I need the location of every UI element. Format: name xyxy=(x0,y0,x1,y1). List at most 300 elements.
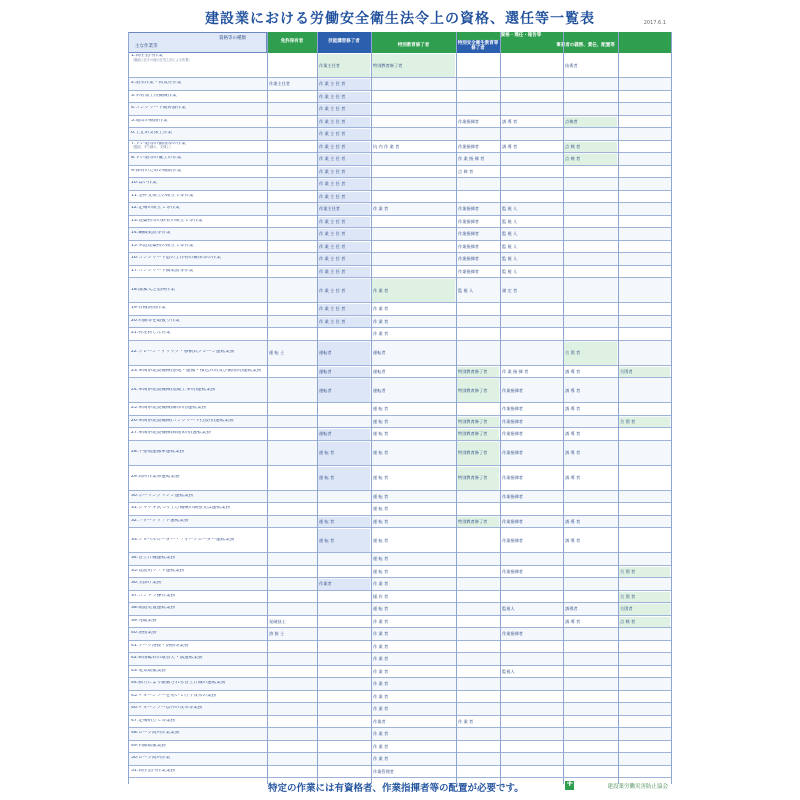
table-cell: 作 業 者 xyxy=(373,306,389,312)
table-cell: 作 業 主 任 者 xyxy=(318,229,370,240)
table-cell: 運 転 者 xyxy=(373,431,389,437)
table-cell: 測 定 者 xyxy=(502,287,518,293)
row-title: 木材加工用機械作業 xyxy=(135,93,177,98)
row-title: クレーン・デリック・移動式クレーン運転業務 xyxy=(138,350,235,354)
table-row xyxy=(128,553,672,566)
table-cell: 作 業 主 任 者 xyxy=(318,129,370,140)
row-number: 9. xyxy=(131,168,136,173)
row-number: 47. xyxy=(131,718,139,723)
table-cell: 誘 導 者 xyxy=(502,118,518,124)
table-cell: 監 視 人 xyxy=(502,231,518,237)
table-cell: 運 転 者 xyxy=(373,556,389,562)
row-title: 研削砥石の取替え・試運転業務 xyxy=(138,656,203,661)
green-cross-icon xyxy=(565,781,574,790)
table-cell: 作業指揮者 xyxy=(458,268,479,274)
row-title: 車両系建設機械(基礎工事用)運転業務 xyxy=(138,387,216,392)
row-number: 45. xyxy=(131,693,139,698)
table-cell: 監 視 人 xyxy=(458,287,474,293)
row-title: 建設用リフト運転業務 xyxy=(138,568,185,573)
row-title: 発破業務 xyxy=(138,618,157,623)
table-cell: 運転者 xyxy=(373,350,386,355)
table-cell: 作業指揮者 xyxy=(502,493,523,499)
row-number: 50. xyxy=(131,756,139,761)
row-number: 39. xyxy=(131,618,139,623)
row-title: チェーンソーを用いて行う伐木の業務 xyxy=(138,693,217,698)
table-cell: 作業指揮者 xyxy=(458,206,479,212)
table-row xyxy=(128,141,672,154)
table-cell: 作 業 者 xyxy=(373,731,389,737)
table-cell: 特別教育修了者 xyxy=(457,367,499,378)
table-cell: 点 検 者 xyxy=(458,168,474,174)
table-row xyxy=(128,641,672,654)
row-number: 31. xyxy=(131,506,139,511)
row-number: 3. xyxy=(131,93,136,98)
table-cell: 作 業 者 xyxy=(372,279,455,302)
row-number: 24. xyxy=(131,387,139,392)
row-number: 10. xyxy=(131,181,139,186)
row-number: 15. xyxy=(131,243,139,248)
column-divider xyxy=(500,32,501,784)
table-cell: 特別教育修了者 xyxy=(457,379,499,402)
table-cell: 点 検 者 xyxy=(564,154,617,165)
table-cell: 運 転 者 xyxy=(373,537,389,543)
row-label xyxy=(131,475,265,480)
table-cell: 作 業 者 xyxy=(373,331,389,337)
table-cell: 誘 導 者 xyxy=(565,475,581,480)
row-label xyxy=(131,669,265,674)
table-cell: 作 業 者 xyxy=(373,318,389,324)
row-label xyxy=(131,769,265,774)
table-cell: 作 業 主 任 者 xyxy=(318,142,370,153)
table-row xyxy=(128,753,672,766)
row-title: コンクリート橋架設等作業 xyxy=(138,268,194,273)
row-number: 42. xyxy=(131,656,139,661)
table-row xyxy=(128,628,672,641)
row-label xyxy=(131,731,265,736)
row-label xyxy=(131,219,265,224)
table-cell: 作業指揮者 xyxy=(502,568,523,574)
row-number: 5. xyxy=(131,118,136,123)
table-row xyxy=(128,441,672,466)
table-cell: 技術者 xyxy=(565,62,578,68)
table-row xyxy=(128,266,672,279)
table-cell: 運 転 者 xyxy=(318,467,370,490)
table-row xyxy=(128,241,672,254)
table-cell: 作業指揮者 xyxy=(458,118,479,124)
table-cell: 合図者 xyxy=(619,367,670,378)
table-row xyxy=(128,703,672,716)
column-divider xyxy=(317,32,318,784)
row-label xyxy=(131,450,265,455)
row-title: 車両系建設機械(整地・運搬・積込み用及び掘削用)運転業務 xyxy=(138,368,262,373)
table-cell: 誘 導 者 xyxy=(565,387,581,393)
table-row xyxy=(128,303,672,316)
super-header: 資格・選任・報告等 xyxy=(371,32,671,40)
column-header: 技能講習修了者 xyxy=(317,32,371,53)
row-number: 36. xyxy=(131,581,139,586)
column-divider xyxy=(671,32,672,784)
row-label xyxy=(131,744,265,749)
row-label xyxy=(131,81,265,86)
table-row xyxy=(128,666,672,679)
row-label xyxy=(131,656,265,661)
table-cell: 作業指揮者 xyxy=(502,431,523,437)
table-cell: 作 業 者 xyxy=(373,618,389,624)
row-label xyxy=(131,606,265,611)
table-cell: 誘 導 者 xyxy=(565,618,581,624)
table-row xyxy=(128,53,672,78)
row-label xyxy=(131,288,265,293)
column-header: 免許保有者 xyxy=(267,32,317,53)
diag-bottom-label: 主な作業等 xyxy=(135,44,158,49)
row-label xyxy=(131,694,265,699)
row-title: 鋼橋架設等作業 xyxy=(138,231,171,236)
table-row xyxy=(128,103,672,116)
row-title: ずい道等の覆工の作業 xyxy=(135,156,182,161)
table-cell: 誘 導 者 xyxy=(565,537,581,543)
issue-date: 2017.6.1 xyxy=(643,20,666,26)
row-title: ボーリングマシン運転業務 xyxy=(138,493,194,498)
row-number: 38. xyxy=(131,606,139,611)
row-number: 17. xyxy=(131,268,139,273)
table-cell: 作業管理者 xyxy=(373,768,394,774)
row-title: 石綿等を取扱う作業 xyxy=(138,318,180,323)
row-title: 高所作業車運転業務 xyxy=(138,475,180,479)
row-title: はい作業 xyxy=(138,181,157,186)
table-cell: 運 転 者 xyxy=(373,506,389,512)
row-subtitle: （潜函工法その他の圧気工法による作業） xyxy=(131,57,192,62)
table-cell: 発破技士 xyxy=(269,618,286,624)
row-title: 玉掛け業務 xyxy=(138,581,162,586)
table-cell: 運 転 士 xyxy=(269,350,285,355)
row-label xyxy=(131,569,265,574)
table-row xyxy=(128,741,672,754)
row-title: フォークリフト運転業務 xyxy=(138,518,189,523)
table-cell: 作 業 者 xyxy=(458,718,474,724)
table-cell: 合 図 者 xyxy=(619,567,670,578)
table-row xyxy=(128,128,672,141)
row-number: 44. xyxy=(131,681,139,686)
table-cell: 作 業 者 xyxy=(373,668,389,674)
table-cell: 運転者 xyxy=(318,429,370,440)
table-cell: 作 業 者 xyxy=(373,631,389,637)
table-row xyxy=(128,116,672,129)
column-divider xyxy=(563,32,564,784)
row-number: 35. xyxy=(131,568,139,573)
table-cell: 作 業 者 xyxy=(373,706,389,712)
row-number: 18. xyxy=(131,287,139,292)
row-number: 25. xyxy=(131,406,139,411)
row-title: 高圧室内作業 xyxy=(135,54,163,58)
row-title: 有機溶剤作業 xyxy=(138,306,166,311)
row-label xyxy=(131,106,265,111)
row-title: アーク溶接・溶断等業務 xyxy=(138,643,189,648)
table-row xyxy=(128,691,672,704)
row-number: 12. xyxy=(131,206,139,211)
table-row xyxy=(128,403,672,416)
row-label xyxy=(131,306,265,311)
row-number: 4. xyxy=(131,106,136,111)
table-row xyxy=(128,253,672,266)
row-label xyxy=(131,556,265,561)
table-row xyxy=(128,341,672,366)
row-title: ロープ高所作業業務 xyxy=(138,731,180,736)
table-cell: 作 業 主 任 者 xyxy=(318,154,370,165)
row-title: 地山の掘削作業 xyxy=(135,118,168,123)
table-cell: 運転者 xyxy=(318,342,370,365)
row-title: 足場組立て等業務 xyxy=(138,718,176,723)
organization-name: 建設業労働災害防止協会 xyxy=(607,784,668,790)
row-title: 土止め支保工作業 xyxy=(135,131,173,136)
table-cell: 運 転 者 xyxy=(373,450,389,455)
row-title: 車両系建設機械(解体用)運転業務 xyxy=(138,406,207,411)
table-cell: 特別教育修了者 xyxy=(457,442,499,465)
row-number: 14. xyxy=(131,231,139,236)
row-number: 49. xyxy=(131,743,139,748)
table-row xyxy=(128,566,672,579)
table-row xyxy=(128,528,672,553)
table-cell: 操 作 者 xyxy=(373,593,389,599)
row-number: 37. xyxy=(131,593,139,598)
table-cell: 作業指揮者 xyxy=(502,631,523,637)
row-title: 木造建築物の組立て等作業 xyxy=(138,243,194,248)
page-title: 建設業における労働安全衛生法令上の資格、選任等一覧表 xyxy=(205,11,595,27)
row-subtitle: （掘削、ずり積み、支保工） xyxy=(131,145,173,150)
row-number: 13. xyxy=(131,218,139,223)
row-number: 8. xyxy=(131,156,136,161)
row-label xyxy=(131,156,265,161)
table-cell: 運 転 者 xyxy=(373,406,389,412)
column-header: 特別教育修了者 xyxy=(371,40,456,53)
table-cell: 作 業 主 任 者 xyxy=(318,242,370,253)
table-cell: 作 業 主 任 者 xyxy=(318,279,370,302)
row-label xyxy=(131,519,265,524)
table-cell: 作 業 者 xyxy=(373,581,389,587)
table-cell: 作 業 者 xyxy=(373,643,389,649)
table-cell: 運 転 者 xyxy=(373,475,389,480)
table-cell: 特別教育修了者 xyxy=(457,417,499,428)
row-number: 19. xyxy=(131,306,139,311)
row-number: 1. xyxy=(131,54,136,58)
row-number: 27. xyxy=(131,431,139,436)
row-label xyxy=(131,119,265,124)
table-row xyxy=(128,466,672,491)
row-title: 特定粉じん作業 xyxy=(138,331,171,336)
row-number: 33. xyxy=(131,537,139,542)
row-label xyxy=(131,419,265,424)
table-cell: 合 図 者 xyxy=(619,592,670,603)
table-cell: 作 業 指 揮 者 xyxy=(502,368,529,374)
row-number: 32. xyxy=(131,518,139,523)
row-title: 石綿取扱業務 xyxy=(138,743,166,748)
table-cell: 作業指揮者 xyxy=(502,475,523,480)
row-title: コンクリート破砕器作業 xyxy=(135,106,186,111)
table-cell: 合 図 者 xyxy=(619,417,670,428)
table-cell: 作 業 主 任 者 xyxy=(318,254,370,265)
row-label xyxy=(131,619,265,624)
row-number: 6. xyxy=(131,131,136,136)
table-cell: 作 業 主 任 者 xyxy=(318,267,370,278)
row-label xyxy=(131,350,265,355)
table-row xyxy=(128,578,672,591)
table-cell: 作 業 主 任 者 xyxy=(318,179,370,190)
row-label xyxy=(131,94,265,99)
row-number: 22. xyxy=(131,350,139,354)
table-cell: 運転者 xyxy=(318,379,370,402)
row-label xyxy=(131,181,265,186)
table-cell: 作業指揮者 xyxy=(502,418,523,424)
header-corner xyxy=(128,32,267,53)
row-number: 48. xyxy=(131,731,139,736)
table-cell: 監 視 人 xyxy=(502,243,518,249)
table-cell: 合 図 者 xyxy=(564,342,617,365)
row-number: 46. xyxy=(131,706,139,711)
row-label xyxy=(131,131,265,136)
table-cell: 作 業 者 xyxy=(373,743,389,749)
table-cell: 作 業 者 xyxy=(373,756,389,762)
row-label xyxy=(131,594,265,599)
table-cell: 作 業 者 xyxy=(373,681,389,687)
table-cell: 点検者 xyxy=(564,117,617,128)
table-row xyxy=(128,428,672,441)
table-row xyxy=(128,716,672,729)
table-row xyxy=(128,366,672,379)
table-cell: 運 転 者 xyxy=(373,493,389,499)
table-cell: 監視人 xyxy=(502,606,515,612)
column-divider xyxy=(128,32,129,784)
row-title: ジャッキ式つり上げ機械の調整又は運転業務 xyxy=(138,506,231,511)
row-title: 巻上げ機運転業務 xyxy=(138,556,176,561)
table-row xyxy=(128,603,672,616)
row-title: 高圧室内作業業務 xyxy=(138,768,176,773)
row-number: 41. xyxy=(131,643,139,648)
table-cell: 合図者 xyxy=(619,604,670,615)
table-cell: 作 業 主 任 者 xyxy=(318,317,370,328)
table-cell: 作業主任者 xyxy=(318,54,370,77)
table-cell: 作 業 指 揮 者 xyxy=(458,156,485,162)
table-cell: 作 業 主 任 者 xyxy=(318,117,370,128)
table-row xyxy=(128,728,672,741)
row-label xyxy=(131,331,265,336)
table-row xyxy=(128,216,672,229)
table-cell: 溶 接 士 xyxy=(269,631,285,637)
table-row xyxy=(128,178,672,191)
table-cell: 作業者 xyxy=(373,718,386,724)
row-label xyxy=(131,194,265,199)
reference-sheet xyxy=(128,8,672,794)
table-row xyxy=(128,616,672,629)
footer-message: 特定の作業には有資格者、作業指揮者等の配置が必要です。 xyxy=(268,783,524,794)
row-number: 26. xyxy=(131,418,139,423)
table-cell: 監 視 人 xyxy=(502,268,518,274)
table-cell: 坑 内 作 業 者 xyxy=(373,143,400,149)
table-cell: 作 業 主 任 者 xyxy=(318,104,370,115)
row-title: 電気取扱業務 xyxy=(138,668,166,673)
column-divider xyxy=(618,32,619,784)
row-title: ずい道等の掘削等の作業 xyxy=(135,141,186,146)
row-title: 建築物等の鉄骨の組立て等作業 xyxy=(138,218,203,223)
table-cell: 作業指揮者 xyxy=(502,450,523,455)
column-divider xyxy=(456,32,457,784)
table-cell: 特別教育修了者 xyxy=(457,517,499,528)
row-label xyxy=(131,231,265,236)
row-title: 動力により駆動される巻上げ機の運転業務 xyxy=(138,681,226,686)
row-number: 29. xyxy=(131,475,139,479)
table-row xyxy=(128,766,672,779)
table-row xyxy=(128,203,672,216)
table-row xyxy=(128,328,672,341)
table-row xyxy=(128,91,672,104)
row-label xyxy=(131,631,265,636)
table-cell: 運 転 者 xyxy=(318,517,370,528)
table-row xyxy=(128,166,672,179)
table-cell: 誘 導 者 xyxy=(565,518,581,524)
row-number: 2. xyxy=(131,81,136,86)
row-number: 43. xyxy=(131,668,139,673)
table-cell: 作 業 主 任 者 xyxy=(318,304,370,315)
table-row xyxy=(128,278,672,303)
diag-top-label: 資格等の種類 xyxy=(219,36,246,41)
row-label xyxy=(131,142,265,150)
row-title: ロープ高所作業 xyxy=(138,756,171,761)
row-title: 不整地運搬車運転業務 xyxy=(138,450,185,454)
row-label xyxy=(131,54,265,62)
row-label xyxy=(131,256,265,261)
row-label xyxy=(131,206,265,211)
table-cell: 作業指揮者 xyxy=(458,256,479,262)
row-number: 40. xyxy=(131,631,139,636)
table-row xyxy=(128,416,672,429)
table-cell: 作業主任者 xyxy=(318,204,370,215)
table-cell: 作業指揮者 xyxy=(458,218,479,224)
table-row xyxy=(128,503,672,516)
table-cell: 運転者 xyxy=(318,367,370,378)
table-cell: 監視人 xyxy=(502,668,515,674)
column-divider xyxy=(371,32,372,784)
table-cell: 監 視 人 xyxy=(502,206,518,212)
table-cell: 運 転 者 xyxy=(373,418,389,424)
table-cell: 作業者 xyxy=(318,579,370,590)
table-cell: 作業指揮者 xyxy=(458,231,479,237)
row-title: 型枠支保工の組立て等作業 xyxy=(138,193,194,198)
table-cell: 運転者 xyxy=(373,387,386,393)
table-cell: 点 検 者 xyxy=(564,142,617,153)
row-number: 23. xyxy=(131,368,139,373)
table-cell: 作 業 主 任 者 xyxy=(318,79,370,90)
row-label xyxy=(131,538,265,543)
row-title: 軌道装置運転業務 xyxy=(138,606,176,611)
row-title: 酸素欠乏危険作業 xyxy=(138,287,176,292)
row-number: 16. xyxy=(131,256,139,261)
row-label xyxy=(131,719,265,724)
row-label xyxy=(131,706,265,711)
row-label xyxy=(131,681,265,686)
table-cell: 監 視 人 xyxy=(502,256,518,262)
table-cell: 誘 導 者 xyxy=(565,431,581,437)
table-row xyxy=(128,491,672,504)
row-number: 30. xyxy=(131,493,139,498)
row-title: チェーンソー以外の伐木等業務 xyxy=(138,706,203,711)
row-title: 採石のための掘削作業 xyxy=(135,168,182,173)
table-row xyxy=(128,678,672,691)
row-number: 28. xyxy=(131,450,139,454)
row-number: 20. xyxy=(131,318,139,323)
row-title: ショベルローダー・フォークローダー運転業務 xyxy=(138,537,235,542)
row-number: 34. xyxy=(131,556,139,561)
table-cell: 誘 導 者 xyxy=(565,450,581,455)
row-number: 7. xyxy=(131,141,136,146)
row-title: 潜水作業・高気圧作業 xyxy=(135,81,182,86)
